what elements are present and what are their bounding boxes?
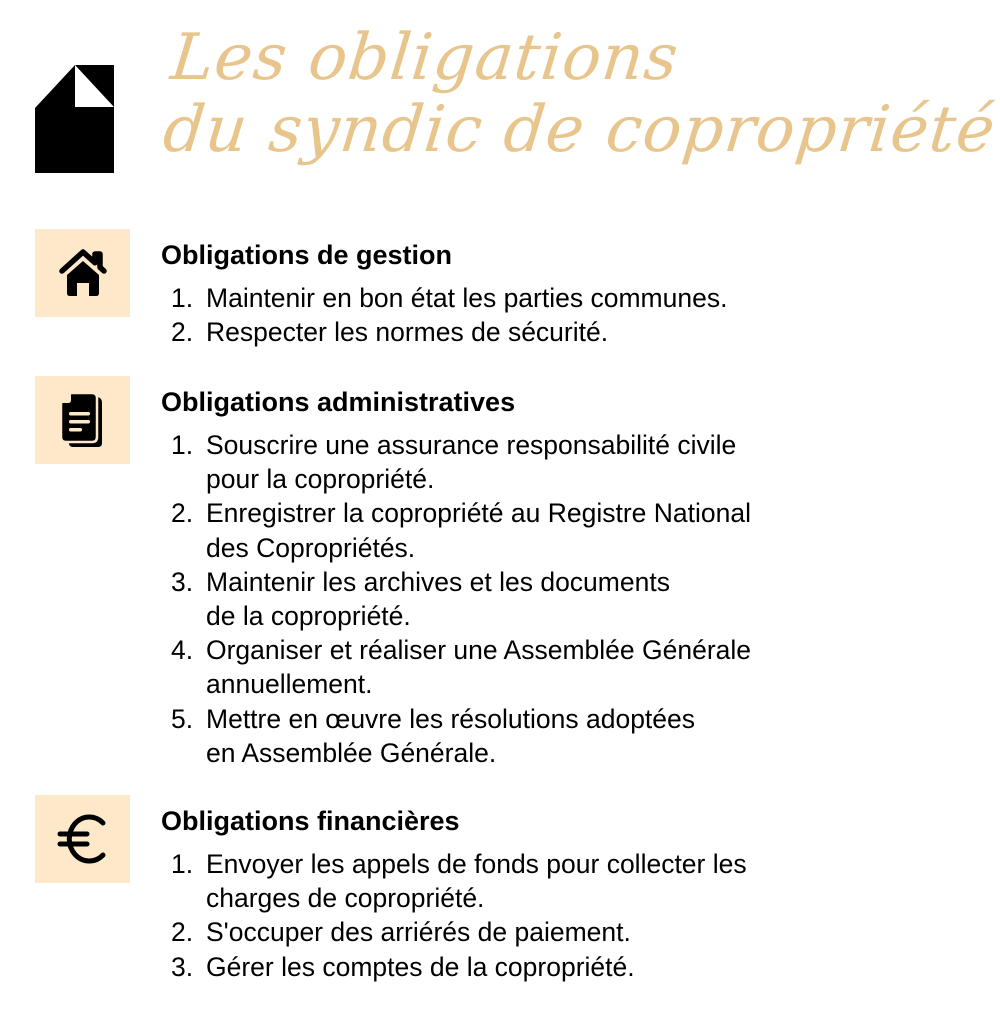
list-item — [161, 915, 747, 949]
list-item — [161, 496, 751, 564]
item-text: Souscrire une assurance responsabilité civile — [206, 430, 737, 460]
title-line-2: du syndic de copropriété — [159, 93, 1000, 167]
list-item — [161, 565, 751, 633]
euro-icon — [55, 811, 111, 867]
item-number: 2. — [171, 498, 194, 529]
document-icon — [35, 65, 114, 173]
item-text: Organiser et réaliser une Assemblée Générale — [206, 635, 752, 666]
item-number: 3. — [171, 566, 194, 597]
icon-box — [35, 229, 130, 317]
title-line-1: Les obligations — [167, 21, 683, 95]
section-heading: Obligations administratives — [161, 387, 516, 417]
page-title — [160, 22, 1000, 166]
list-item — [161, 847, 747, 915]
item-number: 2. — [171, 317, 194, 348]
list-item — [161, 702, 751, 770]
item-text: Mettre en œuvre les résolutions adoptées — [206, 703, 696, 734]
section-heading: Obligations de gestion — [161, 240, 453, 270]
item-text: annuellement. — [206, 669, 373, 700]
obligations-list — [161, 428, 751, 770]
item-text: des Copropriétés. — [206, 532, 416, 563]
item-number: 3. — [171, 951, 194, 982]
item-text: en Assemblée Générale. — [206, 737, 497, 768]
item-number: 1. — [171, 849, 194, 879]
icon-box — [35, 376, 130, 464]
documents-icon — [58, 391, 108, 449]
list-item — [161, 950, 747, 984]
item-text: charges de copropriété. — [206, 883, 485, 914]
item-text: Envoyer les appels de fonds pour collecter les — [206, 849, 747, 879]
item-text: Enregistrer la copropriété au Registre National — [206, 498, 751, 529]
item-number: 2. — [171, 917, 194, 948]
icon-box — [35, 795, 130, 883]
item-text: Respecter les normes de sécurité. — [206, 317, 609, 348]
list-item — [161, 281, 727, 315]
list-item — [161, 633, 751, 701]
item-number: 4. — [171, 635, 194, 666]
obligations-list — [161, 281, 727, 349]
section-heading: Obligations financières — [161, 806, 460, 836]
house-icon — [54, 247, 112, 299]
item-number: 5. — [171, 703, 194, 734]
item-text: de la copropriété. — [206, 601, 411, 632]
obligations-list — [161, 847, 747, 984]
list-item — [161, 428, 751, 496]
item-number: 1. — [171, 430, 194, 460]
item-text: pour la copropriété. — [206, 464, 435, 495]
item-text: Maintenir en bon état les parties communes. — [206, 283, 728, 313]
item-text: S'occuper des arriérés de paiement. — [206, 917, 631, 948]
item-text: Gérer les comptes de la copropriété. — [206, 951, 635, 982]
list-item — [161, 315, 727, 349]
item-number: 1. — [171, 283, 194, 313]
item-text: Maintenir les archives et les documents — [206, 566, 670, 597]
